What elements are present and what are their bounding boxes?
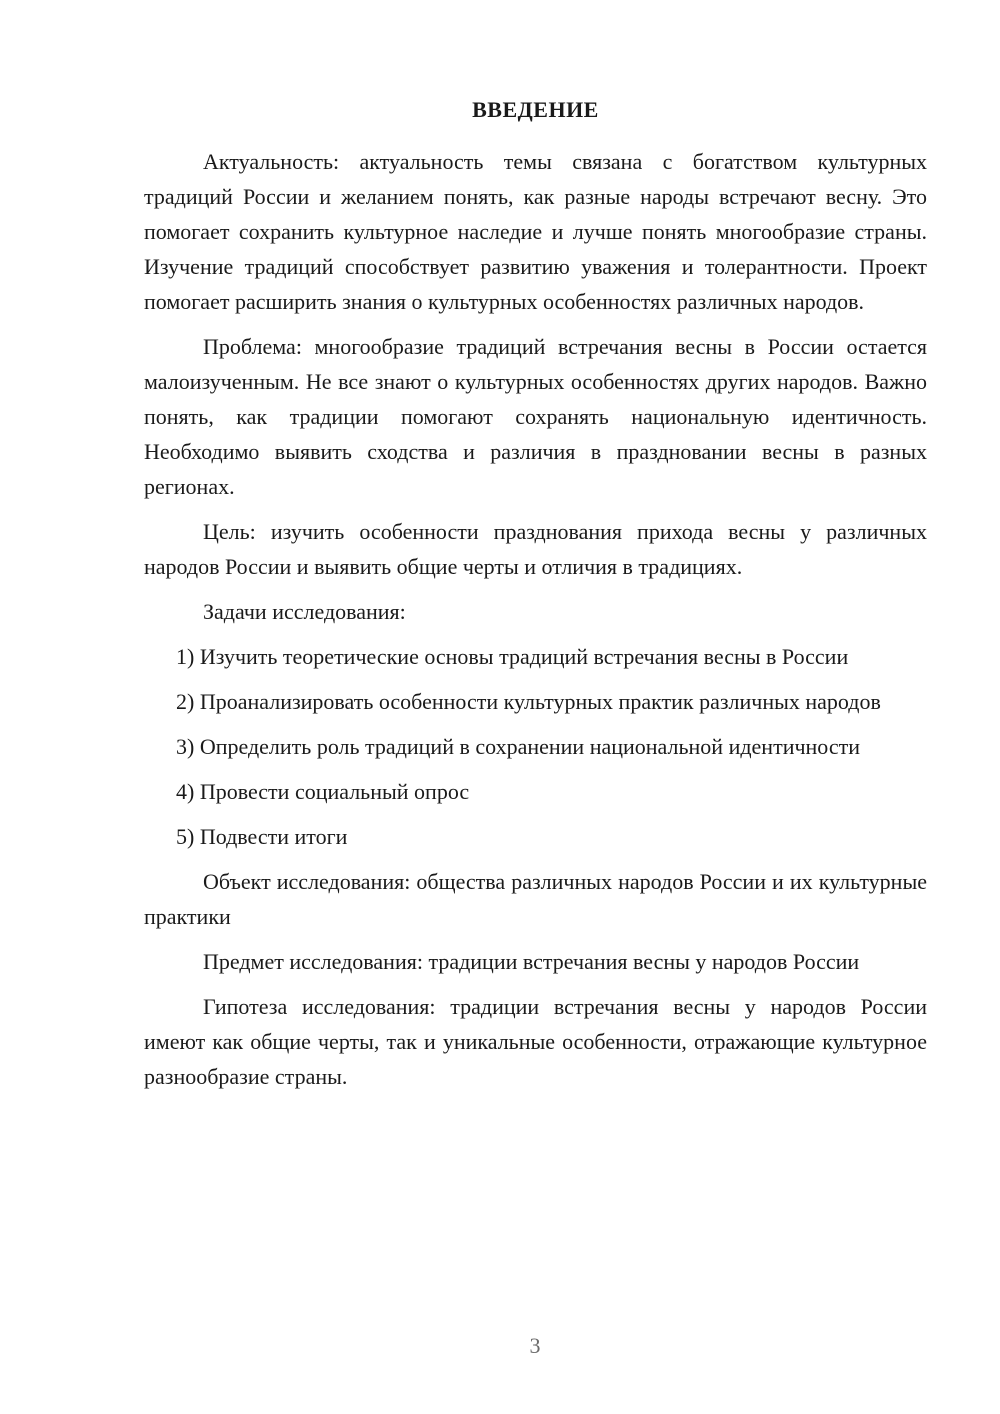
paragraph-relevance: Актуальность: актуальность темы связана с богатством культурных традиций России и желанием понять, как разные народы встречают весну. Это помогает сохранить культурное наследие и лучше понять многообразие страны. Изучение традиций способствует развитию уважения и толерантности. Проект помогает расширить знания о культурных особенностях различных народов. — [144, 149, 927, 314]
task-item-1: 1) Изучить теоретические основы традиций встречания весны в России — [176, 644, 849, 669]
page-number: 3 — [529, 1333, 541, 1358]
paragraph-object: Объект исследования: общества различных народов России и их культурные практики — [144, 869, 927, 929]
paragraph-goal: Цель: изучить особенности празднования прихода весны у различных народов России и выявить общие черты и отличия в традициях. — [144, 519, 927, 579]
task-item-5: 5) Подвести итоги — [176, 824, 348, 849]
task-item-2: 2) Проанализировать особенности культурных практик различных народов — [176, 689, 881, 714]
paragraph-subject: Предмет исследования: традиции встречания весны у народов России — [203, 949, 860, 974]
paragraph-problem: Проблема: многообразие традиций встречания весны в России остается малоизученным. Не все знают о культурных особенностях других народов. Важно понять, как традиции помогают сохранять национальную идентичность. Необходимо выявить сходства и различия в праздновании весны в разных регионах. — [144, 334, 927, 499]
document-page — [144, 96, 927, 1104]
task-item-4: 4) Провести социальный опрос — [176, 779, 470, 804]
tasks-title: Задачи исследования: — [203, 599, 406, 624]
section-heading: ВВЕДЕНИЕ — [472, 97, 599, 122]
task-item-3: 3) Определить роль традиций в сохранении национальной идентичности — [176, 734, 861, 759]
paragraph-hypothesis: Гипотеза исследования: традиции встречания весны у народов России имеют как общие черты, так и уникальные особенности, отражающие культурное разнообразие страны. — [144, 994, 927, 1089]
